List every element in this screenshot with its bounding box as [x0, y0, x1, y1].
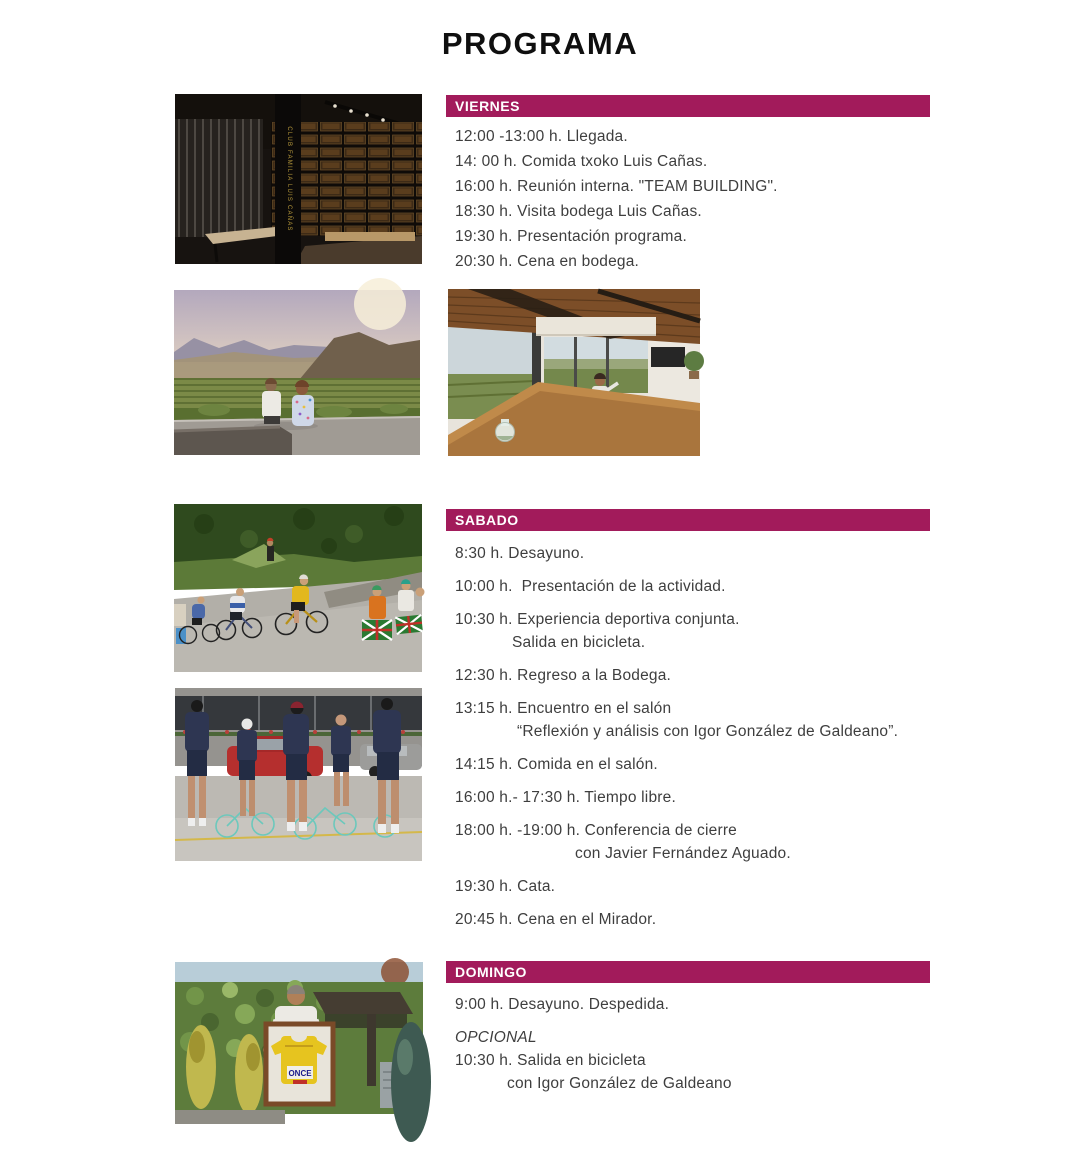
schedule-line: 20:45 h. Cena en el Mirador.	[455, 911, 657, 928]
photo-cyclists-group	[175, 688, 422, 861]
photo-tasting-room	[448, 289, 700, 456]
section-header-label: VIERNES	[455, 98, 520, 114]
photo-cycling-race	[174, 504, 422, 672]
schedule-line-continuation: “Reflexión y análisis con Igor González de Galdeano”.	[517, 723, 899, 740]
schedule-line-continuation: con Javier Fernández Aguado.	[575, 845, 791, 862]
schedule-list-domingo	[455, 993, 935, 1095]
schedule-line: 20:30 h. Cena en bodega.	[455, 253, 640, 270]
jersey-sponsor-text: ONCE	[288, 1069, 312, 1078]
schedule-line: 16:00 h. Reunión interna. "TEAM BUILDING".	[455, 178, 778, 195]
schedule-line: 14:15 h. Comida en el salón.	[455, 756, 658, 773]
photo-vineyard-terrace	[174, 290, 420, 455]
schedule-line: 10:00 h. Presentación de la actividad.	[455, 578, 726, 595]
section-header-sabado	[446, 509, 930, 531]
schedule-line: 14: 00 h. Comida txoko Luis Cañas.	[455, 153, 708, 170]
section-header-label: DOMINGO	[455, 964, 527, 980]
schedule-line: 9:00 h. Desayuno. Despedida.	[455, 996, 670, 1013]
schedule-line: 10:30 h. Salida en bicicleta	[455, 1052, 646, 1069]
cycling-race-illustration	[174, 504, 422, 672]
schedule-line: 16:00 h.- 17:30 h. Tiempo libre.	[455, 789, 676, 806]
photo-man-framed-jersey	[175, 962, 423, 1152]
schedule-line: 10:30 h. Experiencia deportiva conjunta.	[455, 611, 740, 628]
cyclists-group-illustration	[175, 688, 422, 861]
schedule-line-opcional: OPCIONAL	[455, 1029, 537, 1046]
schedule-line-continuation: con Igor González de Galdeano	[507, 1075, 732, 1092]
winery-cellar-illustration	[175, 94, 422, 264]
schedule-line-continuation: Salida en bicicleta.	[512, 634, 646, 651]
vineyard-terrace-illustration	[174, 290, 420, 455]
schedule-list-sabado	[455, 542, 935, 941]
section-header-viernes	[446, 95, 930, 117]
schedule-line: 19:30 h. Cata.	[455, 878, 556, 895]
framed-jersey-illustration	[175, 962, 423, 1152]
section-header-label: SABADO	[455, 512, 519, 528]
schedule-line: 12:30 h. Regreso a la Bodega.	[455, 667, 672, 684]
page-title: PROGRAMA	[441, 26, 639, 61]
schedule-list-viernes	[455, 124, 935, 274]
schedule-line: 12:00 -13:00 h. Llegada.	[455, 128, 628, 145]
cellar-column-text: CLUB FAMILIA LUIS CAÑAS	[286, 126, 292, 232]
photo-winery-cellar	[175, 94, 422, 264]
schedule-line: 13:15 h. Encuentro en el salón	[455, 700, 672, 717]
schedule-line: 18:00 h. -19:00 h. Conferencia de cierre	[455, 822, 738, 839]
schedule-line: 19:30 h. Presentación programa.	[455, 228, 687, 245]
schedule-line: 8:30 h. Desayuno.	[455, 545, 585, 562]
schedule-line: 18:30 h. Visita bodega Luis Cañas.	[455, 203, 702, 220]
section-header-domingo	[446, 961, 930, 983]
tasting-room-illustration	[448, 289, 700, 456]
